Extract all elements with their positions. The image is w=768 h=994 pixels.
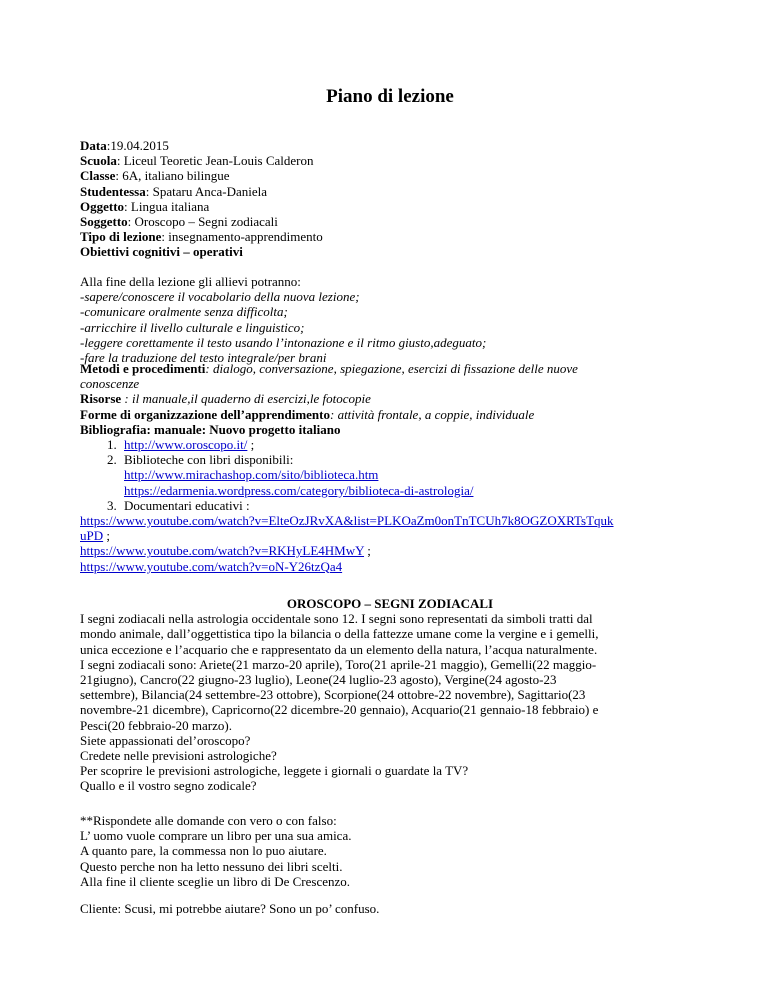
section-line: I segni zodiacali nella astrologia occidentale sono 12. I segni sono representati da simboli tratti dal — [80, 611, 593, 627]
youtube-link-1-cont: uPD ; — [80, 528, 110, 544]
question-line: Per scoprire le previsioni astrologiche, leggete i giornali o guardate la TV? — [80, 763, 469, 779]
methods-block — [80, 361, 700, 574]
bibliography-list — [80, 437, 700, 513]
section-line: I segni zodiacali sono: Ariete(21 marzo-20 aprile), Toro(21 aprile-21 maggio), Gemelli(22 maggio- — [80, 656, 597, 672]
section-line: settembre), Bilancia(24 settembre-23 ottobre), Scorpione(24 ottobre-22 novembre), Sagittario(23 — [80, 687, 586, 703]
question-line: Credete nelle previsioni astrologiche? — [80, 748, 277, 764]
lesson-info — [80, 138, 700, 260]
youtube-link[interactable]: uPD — [80, 528, 104, 544]
info-objectives-heading: Obiettivi cognitivi – operativi — [80, 244, 243, 260]
dialogue-block — [80, 901, 700, 916]
page-title: Piano di lezione — [326, 86, 454, 107]
section-line: novembre-21 dicembre), Capricorno(22 dicembre-20 gennaio), Acquario(21 gennaio-18 febbraio) e — [80, 702, 599, 718]
youtube-link[interactable]: https://www.youtube.com/watch?v=ElteOzJRvXA&list=PLKOaZm0onTnTCUh7k8OGZOXRTsTquk — [80, 513, 614, 529]
objectives-intro: Alla fine della lezione gli allievi potranno: — [80, 274, 301, 289]
exercise-item: Alla fine il cliente sceglie un libro di De Crescenzo. — [80, 873, 351, 889]
objectives-block — [80, 274, 700, 365]
bibliography-heading: Bibliografia: manuale: Nuovo progetto italiano — [80, 421, 341, 437]
section-line: mondo animale, dall’oggettistica tipo la bilancia o della fattezze umane come la vergine e i gemelli, — [80, 626, 599, 642]
section-line: unica eccezione e l’acquario che e rappresentato da un elemento della natura, l’acqua naturalmente. — [80, 641, 598, 657]
dialogue-line: Cliente: Scusi, mi potrebbe aiutare? Sono un po’ confuso. — [80, 901, 380, 916]
question-line: Siete appassionati del’oroscopo? — [80, 732, 251, 748]
exercise-block — [80, 813, 700, 889]
objective-item: -fare la traduzione del testo integrale/per brani — [80, 350, 327, 366]
youtube-link[interactable]: https://www.youtube.com/watch?v=RKHyLE4HMwY — [80, 543, 365, 559]
youtube-link[interactable]: https://www.youtube.com/watch?v=oN-Y26tzQa4 — [80, 558, 343, 574]
youtube-link-2: https://www.youtube.com/watch?v=RKHyLE4HMwY ; — [80, 543, 371, 559]
objective-item: -arricchire il livello culturale e linguistico; — [80, 319, 305, 335]
info-school: Scuola: Liceul Teoretic Jean-Louis Calderon — [80, 153, 314, 169]
exercise-item: L’ uomo vuole comprare un libro per una sua amica. — [80, 828, 352, 844]
methods-line: Metodi e procedimenti: dialogo, conversazione, spiegazione, esercizi di fissazione delle nuove — [80, 361, 578, 376]
link-oroscopo[interactable]: http://www.oroscopo.it/ — [124, 437, 248, 453]
exercise-heading: **Rispondete alle domande con vero o con falso: — [80, 813, 337, 828]
objective-item: -leggere corettamente il testo usando l’intonazione e il ritmo giusto,adeguato; — [80, 334, 487, 350]
objective-item: -sapere/conoscere il vocabolario della nuova lezione; — [80, 289, 360, 305]
link-mirachashop[interactable]: http://www.mirachashop.com/sito/biblioteca.htm — [124, 467, 379, 483]
forms-line: Forme di organizzazione dell’apprendimento: attività frontale, a coppie, individuale — [80, 406, 535, 422]
objective-item: -comunicare oralmente senza difficolta; — [80, 304, 288, 320]
info-class: Classe: 6A, italiano bilingue — [80, 168, 230, 184]
info-topic: Soggetto: Oroscopo – Segni zodiacali — [80, 214, 278, 230]
bibliography-item: 3. Documentari educativi : — [120, 498, 700, 513]
question-line: Quallo e il vostro segno zodicale? — [80, 778, 257, 794]
exercise-item: Questo perche non ha letto nessuno dei libri scelti. — [80, 858, 343, 874]
info-date: Data:19.04.2015 — [80, 138, 169, 153]
resources-line: Risorse : il manuale,il quaderno di esercizi,le fotocopie — [80, 391, 371, 407]
bibliography-item: 2. Biblioteche con libri disponibili: http://www.mirachashop.com/sito/biblioteca.htm https://edarmenia.wordpress.com/category/biblioteca-di-astrologia/ — [120, 452, 700, 498]
youtube-link-3 — [80, 559, 700, 574]
info-student: Studentessa: Spataru Anca-Daniela — [80, 183, 268, 199]
methods-line-cont: conoscenze — [80, 376, 140, 392]
section-line: Pesci(20 febbraio-20 marzo). — [80, 717, 232, 733]
info-lesson-type: Tipo di lezione: insegnamento-apprendimento — [80, 229, 323, 245]
bibliography-item: 1. http://www.oroscopo.it/ ; — [120, 437, 700, 452]
section-block — [80, 596, 700, 794]
exercise-item: A quanto pare, la commessa non lo puo aiutare. — [80, 843, 327, 859]
youtube-link-1 — [80, 513, 700, 528]
section-line: 21giugno), Cancro(22 giugno-23 luglio), Leone(24 luglio-23 agosto), Vergine(24 agosto-23 — [80, 672, 557, 688]
section-title: OROSCOPO – SEGNI ZODIACALI — [286, 596, 494, 611]
info-subject: Oggetto: Lingua italiana — [80, 198, 210, 214]
link-edarmenia[interactable]: https://edarmenia.wordpress.com/category/biblioteca-di-astrologia/ — [124, 482, 474, 498]
